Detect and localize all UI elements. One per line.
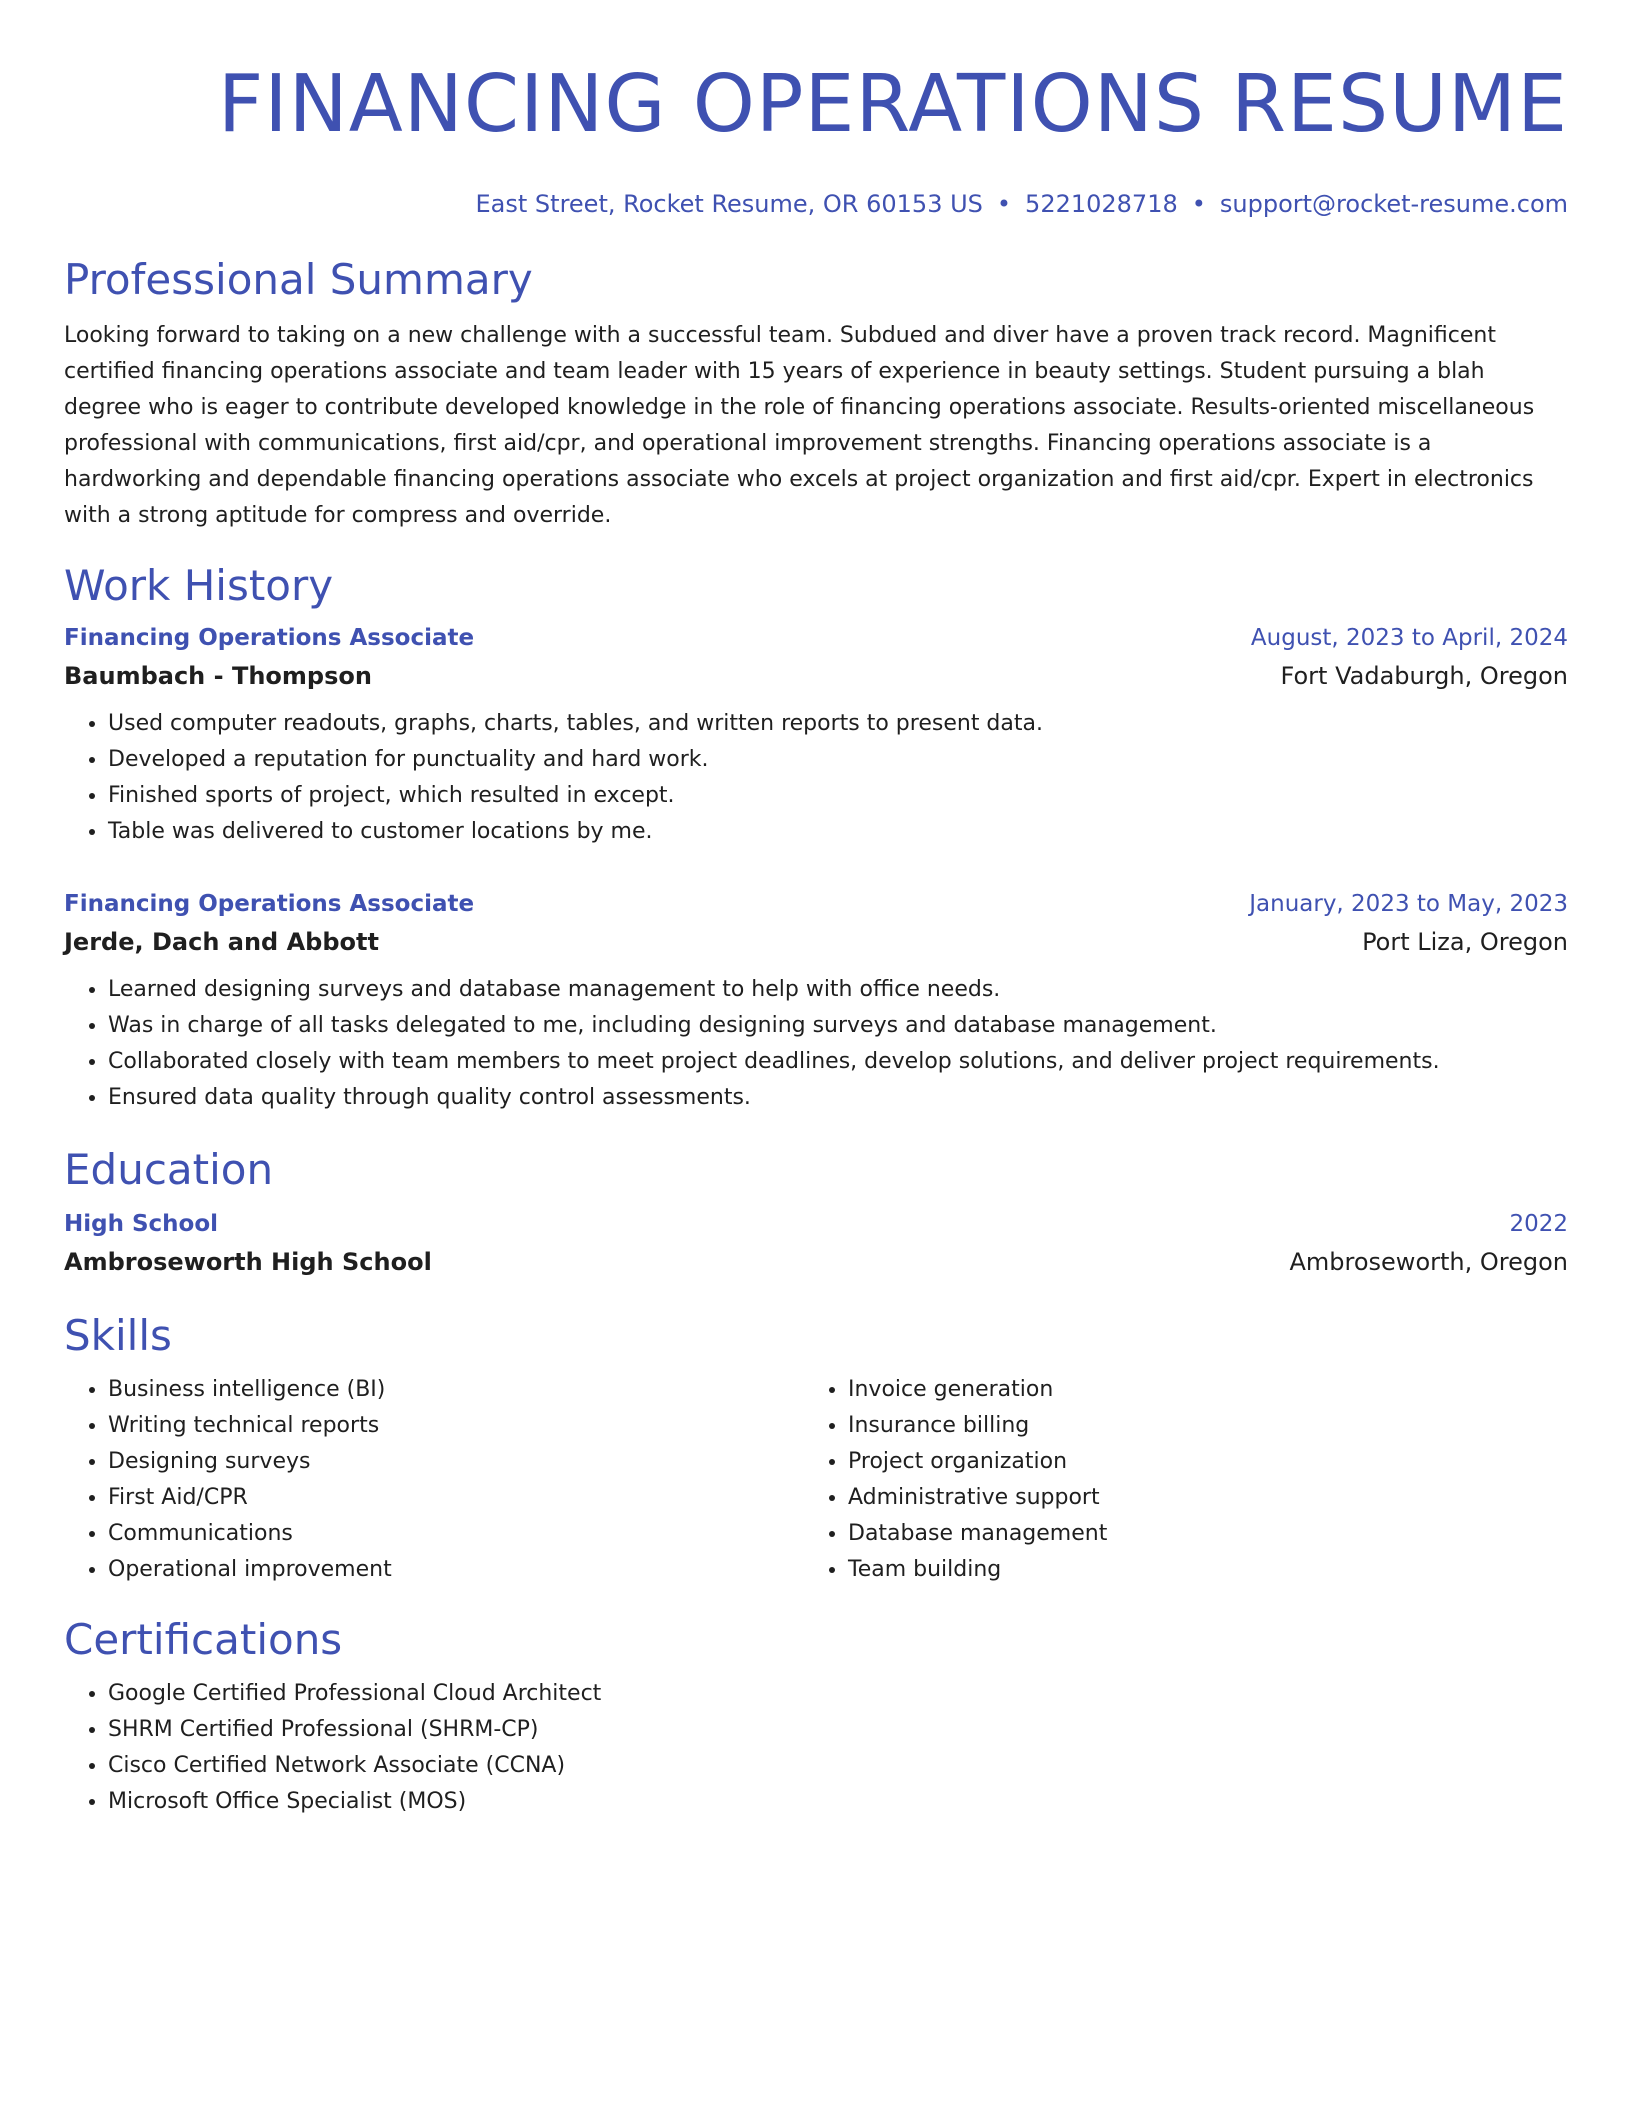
contact-phone: 5221028718 — [1025, 190, 1178, 218]
education-location: Ambroseworth, Oregon — [1289, 1248, 1568, 1276]
job-company: Baumbach - Thompson — [64, 662, 372, 690]
certification-item: • SHRM Certified Professional (SHRM-CP) — [108, 1712, 1568, 1748]
education-entry — [64, 1206, 1568, 1282]
skill-item: • Invoice generation — [848, 1372, 1568, 1408]
work-history-heading: Work History — [64, 561, 334, 610]
resume-title: FINANCING OPERATIONS RESUME — [217, 58, 1568, 150]
job-bullet: • Table was delivered to customer locations by me. — [108, 814, 1568, 850]
skills-column-right — [804, 1372, 1568, 1588]
certification-item: • Microsoft Office Specialist (MOS) — [108, 1784, 1568, 1820]
job-bullet: • Finished sports of project, which resulted in except. — [108, 778, 1568, 814]
job-bullet: • Collaborated closely with team members to meet project deadlines, develop solutions, and deliver project requirements. — [108, 1044, 1568, 1080]
job-entry — [64, 620, 1568, 850]
skill-item: • Database management — [848, 1516, 1568, 1552]
job-bullets — [64, 706, 1568, 850]
skill-item: • Communications — [108, 1516, 804, 1552]
skills-grid — [64, 1372, 1568, 1588]
job-location: Port Liza, Oregon — [1362, 928, 1568, 956]
summary-heading: Professional Summary — [64, 255, 533, 304]
job-bullet: • Used computer readouts, graphs, charts, tables, and written reports to present data. — [108, 706, 1568, 742]
job-bullet: • Was in charge of all tasks delegated to me, including designing surveys and database management. — [108, 1008, 1568, 1044]
contact-address: East Street, Rocket Resume, OR 60153 US — [475, 190, 983, 218]
education-year: 2022 — [1509, 1211, 1568, 1237]
education-school: Ambroseworth High School — [64, 1248, 432, 1276]
contact-email: support@rocket-resume.com — [1219, 190, 1568, 218]
skill-item: • Designing surveys — [108, 1444, 804, 1480]
certifications-list — [64, 1676, 1568, 1820]
job-company: Jerde, Dach and Abbott — [64, 928, 379, 956]
contact-separator: • — [996, 190, 1012, 218]
skill-item: • Project organization — [848, 1444, 1568, 1480]
skill-item: • Administrative support — [848, 1480, 1568, 1516]
certifications-heading: Certifications — [64, 1615, 343, 1664]
job-bullets — [64, 972, 1568, 1116]
job-bullet: • Developed a reputation for punctuality and hard work. — [108, 742, 1568, 778]
contact-separator: • — [1191, 190, 1206, 218]
certification-item: • Cisco Certified Network Associate (CCNA) — [108, 1748, 1568, 1784]
job-dates: January, 2023 to May, 2023 — [1249, 891, 1568, 917]
job-location: Fort Vadaburgh, Oregon — [1280, 662, 1568, 690]
education-heading: Education — [64, 1145, 274, 1194]
skill-item: • Writing technical reports — [108, 1408, 804, 1444]
summary-text: Looking forward to taking on a new challenge with a successful team. Subdued and diver have a proven track record. Magnificent certified financing operations associate and team leader with 15 years of experience in beauty settings. Student pursuing a blah degree who is eager to contribute developed knowledge in the role of financing operations associate. Results-oriented miscellaneous professional with communications, first aid/cpr, and operational improvement strengths. Financing operations associate is a hardworking and dependable financing operations associate who excels at project organization and first aid/cpr. Expert in electronics with a strong aptitude for compress and override. — [64, 323, 1535, 528]
skill-item: • First Aid/CPR — [108, 1480, 804, 1516]
skill-item: • Business intelligence (BI) — [108, 1372, 804, 1408]
skills-column-left — [64, 1372, 804, 1588]
job-entry — [64, 886, 1568, 1116]
job-bullet: • Learned designing surveys and database management to help with office needs. — [108, 972, 1568, 1008]
contact-line — [64, 188, 1568, 220]
skill-item: • Team building — [848, 1552, 1568, 1588]
job-dates: August, 2023 to April, 2024 — [1250, 625, 1568, 651]
job-bullet: • Ensured data quality through quality control assessments. — [108, 1080, 1568, 1116]
skill-item: • Operational improvement — [108, 1552, 804, 1588]
certification-item: • Google Certified Professional Cloud Architect — [108, 1676, 1568, 1712]
skill-item: • Insurance billing — [848, 1408, 1568, 1444]
job-title: Financing Operations Associate — [64, 625, 475, 651]
education-degree: High School — [64, 1211, 219, 1237]
job-title: Financing Operations Associate — [64, 891, 475, 917]
skills-heading: Skills — [64, 1311, 172, 1360]
